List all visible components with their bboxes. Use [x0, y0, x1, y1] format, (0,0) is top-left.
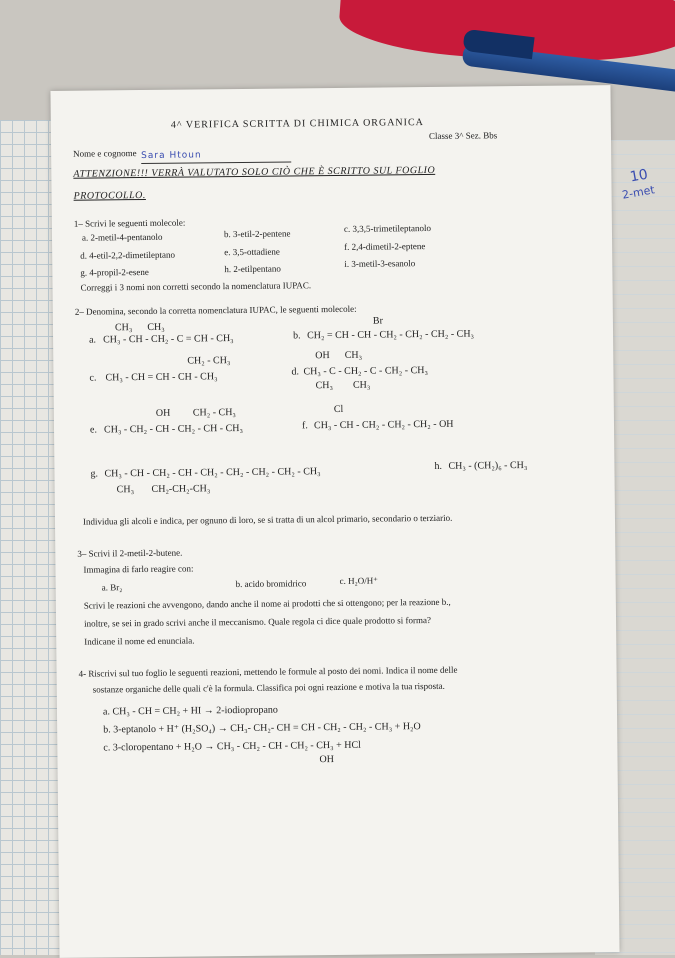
q2-intro: 2– Denomina, secondo la corretta nomenclatura IUPAC, le seguenti molecole:: [74, 303, 357, 317]
q3-intro: 3– Scrivi il 2-metil-2-butene.: [77, 547, 183, 559]
q1-item-g: g. 4-propil-2-esene: [80, 266, 149, 278]
nome-value: Sara Htoun: [141, 150, 202, 162]
q3-item-b: b. acido bromidrico: [235, 578, 307, 590]
q1-item-b: b. 3-etil-2-pentene: [223, 228, 291, 240]
q2-e-top: OH CH₂ - CH₃: [155, 407, 236, 419]
classe-label: Classe 3^ Sez. Bbs: [428, 130, 498, 141]
q4-item-c: c. 3-cloropentano + H₂O → CH₃ - CH₂ - CH - CH₂ - CH₃ + HCl: [103, 739, 361, 754]
q1-item-e: e. 3,5-ottadiene: [224, 246, 280, 258]
q2-footer: Individua gli alcoli e indica, per ognuno di loro, se si tratta di un alcol primario, secondario o terziario.: [82, 512, 453, 527]
q2-b-top: Br: [372, 315, 383, 327]
attention-warning-2: PROTOCOLLO.: [73, 189, 146, 202]
q2-c-formula: CH₃ - CH = CH - CH - CH₃: [105, 371, 218, 384]
q3-line2: Immagina di farlo reagire con:: [83, 563, 194, 575]
q1-item-c: c. 3,3,5-trimetileptanolo: [343, 222, 431, 234]
q1-item-a: a. 2-metil-4-pentanolo: [81, 231, 163, 243]
q3-body-2: inoltre, se sei in grado scrivi anche il meccanismo. Quale regola ci dice quale prodotto si forma?: [84, 615, 431, 629]
q1-intro: 1– Scrivi le seguenti molecole:: [73, 217, 186, 229]
q3-item-c: c. H₂O/H⁺: [339, 575, 379, 586]
q2-e-formula: CH₃ - CH₂ - CH - CH₂ - CH - CH₃: [103, 422, 244, 436]
q1-item-i: i. 3-metil-3-esanolo: [344, 258, 416, 269]
q2-g-formula: CH₃ - CH - CH₂ - CH - CH₂ - CH₂ - CH₂ - CH₂ - CH₃: [104, 466, 321, 480]
margin-note-2met: 2-met: [621, 183, 656, 202]
q1-item-d: d. 4-etil-2,2-dimetileptano: [80, 249, 175, 261]
exam-title: 4^ VERIFICA SCRITTA DI CHIMICA ORGANICA: [170, 117, 424, 131]
q2-a-label: a.: [89, 334, 97, 346]
margin-note-score: 10: [628, 166, 650, 186]
q1-item-f: f. 2,4-dimetil-2-eptene: [344, 241, 426, 252]
nome-label: Nome e cognome: [73, 148, 137, 159]
q4-intro-1: 4- Riscrivi sul tuo foglio le seguenti reazioni, mettendo le formule al posto dei nomi. Indica il nome delle: [78, 664, 458, 679]
q2-f-top: Cl: [333, 403, 344, 416]
q3-body-1: Scrivi le reazioni che avvengono, dando anche il nome ai prodotti che si ottengono; per la reazione b.,: [83, 596, 451, 611]
q2-e-label: e.: [89, 424, 98, 436]
q2-g-bottom: CH₃ CH₂-CH₂-CH₃: [116, 483, 211, 496]
q2-c-label: c.: [89, 372, 97, 384]
q2-g-label: g.: [90, 468, 99, 480]
q1-item-h: h. 2-etilpentano: [224, 263, 281, 275]
q2-d-top: OH CH₃: [315, 349, 363, 362]
exam-sheet: [50, 85, 619, 958]
q4-item-c-bottom: OH: [319, 754, 335, 766]
q2-d-label: d.: [291, 366, 299, 378]
q1-footer: Correggi i 3 nomi non corretti secondo la nomenclatura IUPAC.: [80, 280, 312, 293]
attention-warning: ATTENZIONE!!! VERRÀ VALUTATO SOLO CIÒ CHE È SCRITTO SUL FOGLIO: [73, 164, 436, 180]
q2-c-top: CH₂ - CH₃: [187, 355, 231, 367]
q2-d-bottom: CH₃ CH₃: [315, 379, 371, 392]
q3-body-3: Indicane il nome ed enunciala.: [84, 635, 195, 647]
q4-item-a: a. CH₃ - CH = CH₂ + HI → 2-iodiopropano: [102, 704, 278, 718]
q2-h-label: h.: [434, 460, 442, 472]
q2-b-label: b.: [292, 330, 301, 342]
q2-b-formula: CH₂ = CH - CH - CH₂ - CH₂ - CH₂ - CH₃: [306, 328, 475, 342]
q3-item-a: a. Br₂: [101, 582, 123, 593]
q2-d-formula: CH₃ - C - CH₂ - C - CH₂ - CH₃: [303, 365, 428, 378]
q2-a-top: CH₃ CH₃: [114, 321, 165, 334]
q2-h-formula: CH₃ - (CH₂)₆ - CH₃: [448, 459, 528, 472]
q2-f-label: f.: [301, 420, 308, 432]
q2-a-formula: CH₃ - CH - CH₂ - C = CH - CH₃: [103, 333, 234, 346]
q4-item-b: b. 3-eptanolo + H⁺ (H₂SO₄) → CH₃- CH₂- CH = CH - CH₂ - CH₂ - CH₃ + H₂O: [103, 721, 421, 736]
q2-f-formula: CH₃ - CH - CH₂ - CH₂ - CH₂ - OH: [313, 418, 454, 432]
q4-intro-2: sostanze organiche delle quali c'è la formula. Classifica poi ogni reazione e motiva la tua risposta.: [92, 680, 445, 695]
nome-field[interactable]: [141, 143, 291, 164]
